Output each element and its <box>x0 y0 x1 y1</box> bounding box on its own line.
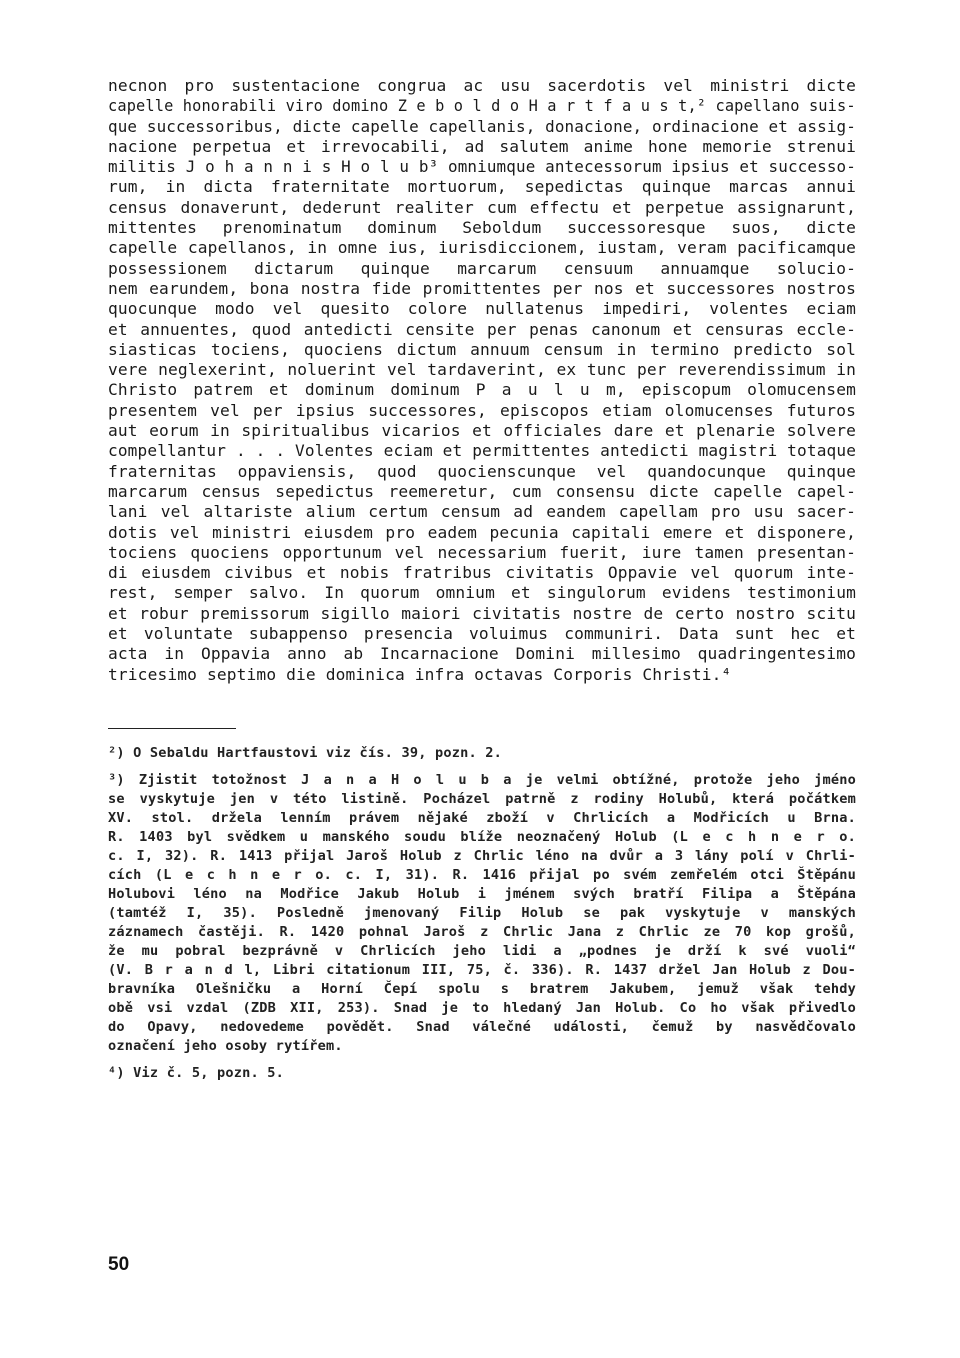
text-line: necnon pro sustentacione congrua ac usu sacerdotis vel ministri dicte <box>108 76 856 95</box>
footnote-4: ⁴) Viz č. 5, pozn. 5. <box>108 1065 285 1081</box>
footnote-3-line: c. I, 32). R. 1413 přijal Jaroš Holub z Chrlic léno na dvůr a 3 lány polí v Chrli- <box>108 848 856 864</box>
footnote-3-line: ³) Zjistit totožnost J a n a H o l u b a je velmi obtížné, protože jeho jméno <box>108 772 856 788</box>
text-line: rum, in dicta fraternitate mortuorum, sepedictas quinque marcas annui <box>108 177 856 197</box>
text-line: nem earundem, bona nostra fide promittentes per nos et successores nostros <box>108 278 856 298</box>
text-line: Christo patrem et dominum dominum P a u l u m, episcopum olomucensem <box>108 380 856 400</box>
text-line: nacione perpetua et irrevocabili, ad salutem anime hone memorie strenui <box>108 136 856 156</box>
text-line: aut eorum in spiritualibus vicarios et officiales dare et plenarie solvere <box>108 421 856 441</box>
text-line: que successoribus, dicte capelle capellanis, donacione, ordinacione et assig- <box>108 116 856 136</box>
footnote-3-line: do Opavy, nedovedeme povědět. Snad válečné události, čemuž by nasvědčovalo <box>108 1019 856 1035</box>
text-line: mittentes prenominatum dominum Seboldum successoresque suos, dicte <box>108 218 856 238</box>
text-line: et voluntate subappenso presencia voluimus communiri. Data sunt hec et <box>108 624 856 644</box>
text-line: compellantur . . . Volentes eciam et permittentes antedicti magistri totaque <box>108 441 857 461</box>
text-line: quocunque modo vel quesito colore nullatenus impediri, volentes eciam <box>108 299 856 319</box>
text-line: tociens quociens opportunum vel necessarium fuerit, iure tamen presentan- <box>108 542 856 562</box>
footnote-3-line: R. 1403 byl svědkem u manského soudu blíže neoznačený Holub (L e c h n e r o. <box>108 829 856 845</box>
footnote-3-line: Holubovi léno na Modřice Jakub Holub i jménem svých bratří Filipa a Štěpána <box>108 886 856 902</box>
text-line: dotis vel ministri eiusdem pro eadem pecunia capitali emere et disponere, <box>108 522 856 542</box>
main-text-block <box>108 76 856 685</box>
footnote-separator <box>108 728 236 729</box>
text-line: tricesimo septimo die dominica infra octavas Corporis Christi.⁴ <box>108 664 732 684</box>
footnote-3-line: obě vsi vzdal (ZDB XII, 253). Snad je to hledaný Jan Holub. Co ho však přivedlo <box>108 1000 856 1016</box>
footnote-3-line: XV. stol. držela lenním právem nějaké zboží v Chrlicích a Modřicích u Brna. <box>108 810 856 826</box>
footnote-3-line: označení jeho osoby rytířem. <box>108 1038 343 1054</box>
footnote-3-line: (V. B r a n d l, Libri citationum III, 75, č. 336). R. 1437 držel Jan Holub z Dou- <box>108 962 856 978</box>
text-line: siasticas tociens, quociens dictum annuum censum in termino predicto sol <box>108 339 856 359</box>
text-line: presentem vel per ipsius successores, episcopos etiam olomucenses futuros <box>108 400 856 420</box>
text-line: possessionem dictarum quinque marcarum censuum annuamque solucio- <box>108 258 856 278</box>
text-line: di eiusdem civibus et nobis fratribus civitatis Oppavie vel quorum inte- <box>108 563 856 583</box>
footnote-3-line: záznamech častěji. R. 1420 pohnal Jaroš z Chrlic Jana z Chrlic ze 70 kop grošů, <box>108 924 856 940</box>
text-line: acta in Oppavia anno ab Incarnacione Domini millesimo quadringentesimo <box>108 644 856 664</box>
footnote-3-line: bravníka Olešničku a Horní Čepí spolu s bratrem Jakubem, jemuž však tehdy <box>108 981 856 997</box>
footnote-3-line: cích (L e c h n e r o. c. I, 31). R. 1416 přijal po svém zemřelém otci Štěpánu <box>108 867 856 883</box>
text-line: militis J o h a n n i s H o l u b³ omniumque antecessorum ipsius et successo- <box>108 157 856 177</box>
text-line: capelle honorabili viro domino Z e b o l d o H a r t f a u s t,² capellano suis- <box>108 96 856 116</box>
text-line: et annuentes, quod antedicti censite per penas canonum et censuras eccle- <box>108 319 856 339</box>
footnote-2: ²) O Sebaldu Hartfaustovi viz čís. 39, pozn. 2. <box>108 745 503 761</box>
text-line: fraternitas oppaviensis, quod quocienscunque vel quandocunque quinque <box>108 461 856 481</box>
text-line: rest, semper salvo. In quorum omnium et singulorum evidens testimonium <box>108 583 856 603</box>
text-line: census donaverunt, dederunt realiter cum effectu et perpetue assignarunt, <box>108 197 856 217</box>
text-line: et robur premissorum sigillo maiori civitatis nostre de certo nostro scitu <box>108 603 856 623</box>
footnote-3-line: že mu pobral bezprávně v Chrlicích jeho lidi a „podnes je drží k své vuoli“ <box>108 943 856 959</box>
text-line: capelle capellanos, in omne ius, iurisdiccionem, iustam, veram pacificamque <box>108 238 856 258</box>
text-line: marcarum census sepedictus reemeretur, cum consensu dicte capelle capel- <box>108 481 856 501</box>
footnotes-block <box>108 744 856 1083</box>
footnote-3-line: (tamtéž I, 35). Posledně jmenovaný Filip Holub se pak vyskytuje v manských <box>108 905 856 921</box>
page-number: 50 <box>108 1254 130 1275</box>
footnote-3-line: se vyskytuje jen v této listině. Pocházel patrně z rodiny Holubů, která počátkem <box>108 791 856 807</box>
text-line: lani vel altariste alium certum censum ad eandem capellam pro usu sacer- <box>108 502 856 522</box>
text-line: vere neglexerint, noluerint vel tardaverint, ex tunc per reverendissimum in <box>108 360 856 380</box>
